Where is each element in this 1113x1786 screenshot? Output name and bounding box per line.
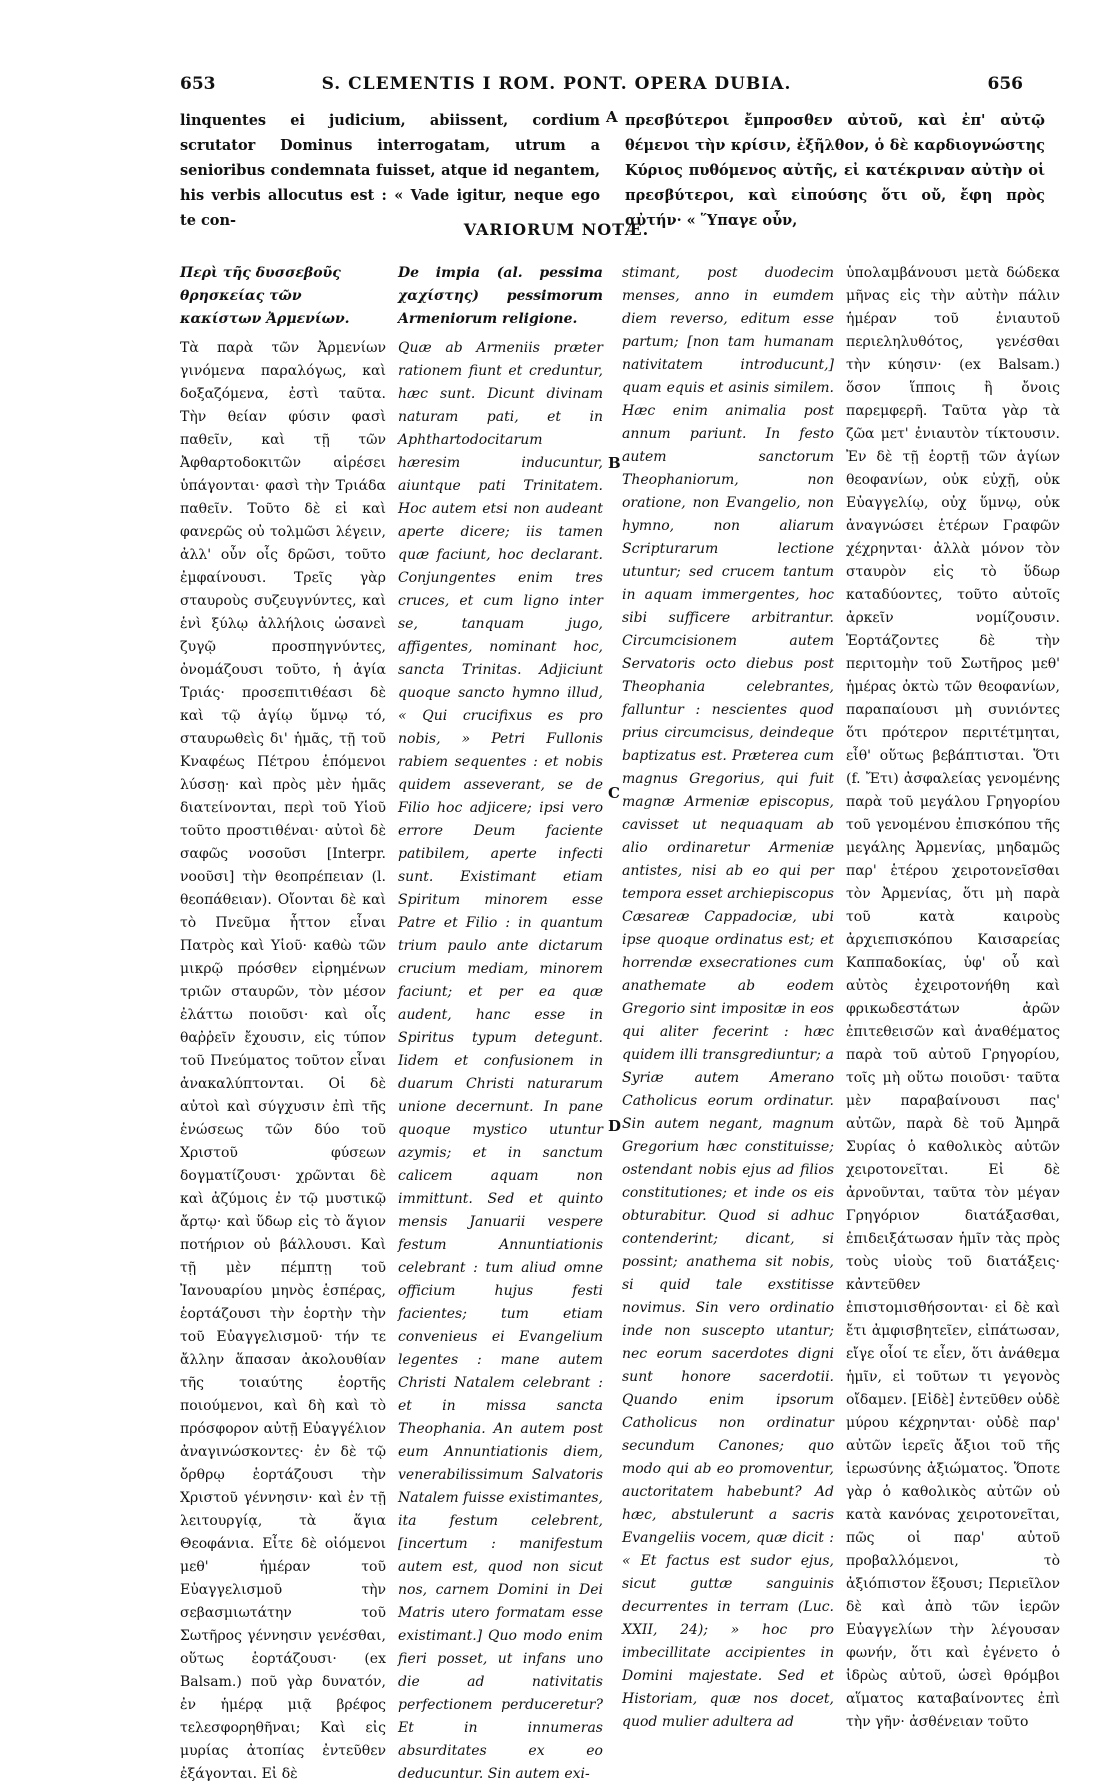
notes-column-greek-2 <box>846 262 1060 1730</box>
notes-column-greek-1 <box>180 262 386 1782</box>
main-text-block <box>180 108 1060 229</box>
note-text-latin-2: stimant, post duodecim menses, anno in eumdem diem reverso, editum esse partum; [non tam humanam nativitatem introducunt,] quam equis et asinis similem. Hæc enim animalia post annum pariunt. In festo autem sanctorum Theophaniorum, non oratione, non Evangelio, non hymno, non aliarum Scripturarum lectione utuntur; sed crucem tantum in aquam immergentes, hoc sibi sufficere arbitrantur. Circumcisionem autem Servatoris octo diebus post Theophania celebrantes, falluntur : nescientes quod prius circumcisus, deindeque baptizatus est. Præterea cum magnus Gregorius, qui fuit magnæ Armeniæ episcopus, cavisset ut nequaquam ab alio ordinaretur Armeniæ antistes, nisi ab eo qui per tempora esset archiepiscopus Cæsareæ Cappadociæ, ubi ipse quoque ordinatus est; et horrendæ exsecrationes cum anathemate ab eodem Gregorio sint impositæ in eos qui aliter fecerint : hæc quidem illi transgrediuntur; a Syriæ autem Amerano Catholicus eorum ordinatur. Sin autem negant, magnum Gregorium hæc constituisse; ostendant nobis ejus ad filios constitutiones; et inde os eis obturabitur. Quod si adhuc contenderint; dicant, si possint; anathema sit nobis, si quid tale exstitisse novimus. Sin vero ordinatio inde non suscepto utantur; nec eorum sacerdotes digni sunt honore sacerdotii. Quando enim ipsorum Catholicus non ordinatur secundum Canones; quo modo qui ab eo promoventur, auctoritatem habebunt? Ad hæc, abstulerunt a sacris Evangeliis vocem, quæ dicit : « Et factus est sudor ejus, sicut guttæ sanguinis decurrentes in terram (Luc. XXII, 24); » hoc pro imbecillitate accipientes in Domini majestate. Sed et Historiam, quæ nos docet, quod mulier adultera ad <box>622 265 834 1730</box>
page-number-right: 656 <box>987 74 1023 94</box>
note-text-greek-1: Τὰ παρὰ τῶν Ἀρμενίων γινόμενα παραλόγως, καὶ δοξαζόμενα, ἐστὶ ταῦτα. Τὴν θείαν φύσιν φασὶ παθεῖν, καὶ τῇ τῶν Ἀφθαρτοδοκιτῶν αἱρέσει ὑπάγονται· φασὶ τὴν Τριάδα παθεῖν. Τοῦτο δὲ εἰ καὶ φανερῶς οὐ τολμῶσι λέγειν, ἀλλ' οὖν οἷς δρῶσι, τοῦτο ἐμφαίνουσι. Τρεῖς γὰρ σταυροὺς συζευγνύντες, καὶ ἑνὶ ξύλῳ ἀλλήλοις ὡσανεὶ ζυγῷ προσπηγνύντες, ὀνομάζουσι τοῦτο, ἡ ἁγία Τριάς· προσεπιτιθέασι δὲ καὶ τῷ ἁγίῳ ὕμνῳ τό, σταυρωθεὶς δι' ἡμᾶς, τῇ τοῦ Κναφέως Πέτρου ἑπόμενοι λύσσῃ· καὶ πρὸς μὲν ἡμᾶς διατείνονται, περὶ τοῦ Υἱοῦ τοῦτο προστιθέναι· αὐτοὶ δὲ σαφῶς νοσοῦσι [Interpr. νοοῦσι] τὴν θεοπρέπειαν (l. θεοπάθειαν). Οἴονται δὲ καὶ τὸ Πνεῦμα ἧττον εἶναι Πατρὸς καὶ Υἱοῦ· καθὼ τῶν μικρῷ πρόσθεν εἰρημένων τριῶν σταυρῶν, τὸν μέσον ἐλάττω ποιοῦσι· καὶ οἷς θαῤῥεῖν ἔχουσιν, εἰς τύπον τοῦ Πνεύματος τοῦτον εἶναι ἀνακαλύπτονται. Οἱ δὲ αὐτοὶ καὶ σύγχυσιν ἐπὶ τῆς ἑνώσεως τῶν δύο τοῦ Χριστοῦ φύσεων δογματίζουσι· χρῶνται δὲ καὶ ἀζύμοις ἐν τῷ μυστικῷ ἄρτῳ· καὶ ὕδωρ εἰς τὸ ἅγιον ποτήριον οὐ βάλλουσι. Καὶ τῇ μὲν πέμπτῃ τοῦ Ἰανουαρίου μηνὸς ἑσπέρας, ἑορτάζουσι τὴν ἑορτὴν τὴν τοῦ Εὐαγγελισμοῦ· τήν τε ἄλλην ἅπασαν ἀκολουθίαν τῆς τοιαύτης ἑορτῆς ποιούμενοι, καὶ δὴ καὶ τὸ πρόσφορον αὐτῇ Εὐαγγέλιον ἀναγινώσκοντες· ἐν δὲ τῷ ὄρθρῳ ἑορτάζουσι τὴν Χριστοῦ γέννησιν· καὶ ἐν τῇ λειτουργίᾳ, τὰ ἅγια Θεοφάνια. Εἶτε δὲ οἰόμενοι μεθ' ἡμέραν τοῦ Εὐαγγελισμοῦ τὴν σεβασμιωτάτην τοῦ Σωτῆρος γέννησιν γενέσθαι, οὕτως ἑορτάζουσι· (ex Balsam.) ποῦ γὰρ δυνατόν, ἐν ἡμέρᾳ μιᾷ βρέφος τελεσφορηθῆναι; Καὶ εἰς μυρίας ἀτοπίας ἐντεῦθεν ἐξάγονται. Εἰ δὲ <box>180 340 386 1782</box>
main-text-latin: linquentes ei judicium, abiissent, cordium scrutator Dominus interrogatam, utrum a senioribus condemnata fuisset, atque id negantem, his verbis allocutus est : « Vade igitur, neque ego te con- <box>180 112 600 229</box>
note-heading-greek: Περὶ τῆς δυσσεβοῦς θρησκείας τῶν κακίστων Ἀρμενίων. <box>180 265 350 327</box>
note-text-greek-2: ὑπολαμβάνουσι μετὰ δώδεκα μῆνας εἰς τὴν αὐτὴν πάλιν ἡμέραν τοῦ ἐνιαυτοῦ περιεληλυθότος, γενέσθαι τὴν κύησιν· (ex Balsam.) ὅσον ἵπποις ἢ ὄνοις παρεμφερῆ. Ταῦτα γὰρ τὰ ζῶα μετ' ἐνιαυτὸν τίκτουσιν. Ἐν δὲ τῇ ἑορτῇ τῶν ἁγίων θεοφανίων, οὐκ εὐχῇ, οὐκ Εὐαγγελίῳ, οὐχ ὕμνῳ, οὐκ ἀναγνώσει ἑτέρων Γραφῶν χέχρηνται· ἀλλὰ μόνον τὸν σταυρὸν εἰς τὸ ὕδωρ καταδύοντες, τοῦτο αὐτοῖς ἀρκεῖν νομίζουσιν. Ἑορτάζοντες δὲ τὴν περιτομὴν τοῦ Σωτῆρος μεθ' ἡμέρας ὀκτὼ τῶν θεοφανίων, παραπαίουσι μὴ συνιόντες ὅτι πρότερον περιτέτμηται, εἶθ' οὕτως βεβάπτισται. Ὅτι (f. Ἔτι) ἀσφαλείας γενομένης παρὰ τοῦ μεγάλου Γρηγορίου τοῦ γενομένου ἐπισκόπου τῆς μεγάλης Ἀρμενίας, μηδαμῶς παρ' ἑτέρου χειροτονεῖσθαι τὸν Ἀρμενίας, ὅτι μὴ παρὰ τοῦ κατὰ καιροὺς ἀρχιεπισκόπου Καισαρείας Καππαδοκίας, ὑφ' οὗ καὶ αὐτὸς ἐχειροτονήθη καὶ φρικωδεστάτων ἀρῶν ἐπιτεθεισῶν καὶ ἀναθέματος παρὰ τοῦ αὐτοῦ Γρηγορίου, τοῖς μὴ οὕτω ποιοῦσι· ταῦτα μὲν παραβαίνουσι πας' αὐτῶν, παρὰ δὲ τοῦ Ἀμηρᾶ Συρίας ὁ καθολικὸς αὐτῶν χειροτονεῖται. Εἰ δὲ ἀρνοῦνται, ταῦτα τὸν μέγαν Γρηγόριον διατάξασθαι, ἐπιδειξάτωσαν ἡμῖν τὰς πρὸς τοὺς υἱοὺς τοῦ διατάξεις· κἀντεῦθεν ἐπιστομισθήσονται· εἰ δὲ καὶ ἔτι ἀμφισβητεῖεν, εἰπάτωσαν, εἴγε οἷοί τε εἶεν, ὅτι ἀνάθεμα ἡμῖν, εἰ τοῦτων τι γεγονὸς οἴδαμεν. [Εἰδὲ] ἐντεῦθεν οὐδὲ μύρου κέχρηνται· οὐδὲ παρ' αὐτῶν ἱερεῖς ἄξιοι τοῦ τῆς ἱερωσύνης ἀξιώματος. Ὅποτε γὰρ ὁ καθολικὸς αὐτῶν οὐ κατὰ κανόνας χειροτονεῖται, πῶς οἱ παρ' αὐτοῦ προβαλλόμενοι, τὸ ἀξιόπιστον ἕξουσι; Περιεῖλον δὲ καὶ ἀπὸ τῶν ἱερῶν Εὐαγγελίων τὴν λέγουσαν φωνήν, ὅτι καὶ ἐγένετο ὁ ἱδρὼς αὐτοῦ, ὡσεὶ θρόμβοι αἵματος καταβαίνοντες ἐπὶ τὴν γῆν· ἀσθένειαν τοῦτο <box>846 265 1060 1730</box>
margin-marker-a: A <box>606 108 618 126</box>
margin-marker-b: B <box>608 454 621 472</box>
note-text-latin-1: Quæ ab Armeniis præter rationem fiunt et creduntur, hæc sunt. Dicunt divinam naturam pati, et in Aphthartodocitarum hæresim inducuntur, aiuntque pati Trinitatem. Hoc autem etsi non audeant aperte dicere; iis tamen quæ faciunt, hoc declarant. Conjungentes enim tres cruces, et cum ligno inter se, tanquam jugo, affigentes, nominant hoc, sancta Trinitas. Adjiciunt quoque sancto hymno illud, « Qui crucifixus es pro nobis, » Petri Fullonis rabiem sequentes : et nobis quidem asseverant, se de Filio hoc adjicere; ipsi vero errore Deum faciente patibilem, aperte infecti sunt. Existimant etiam Spiritum minorem esse Patre et Filio : in quantum trium paulo ante dictarum crucium mediam, minorem faciunt; et per ea quæ audent, hanc esse in Spiritus typum detegunt. Iidem et confusionem in duarum Christi naturarum unione decernunt. In pane quoque mystico utuntur azymis; et in sanctum calicem aquam non immittunt. Sed et quinto mensis Januarii vespere festum Annuntiationis celebrant : tum aliud omne officium hujus festi facientes; tum etiam convenieus ei Evangelium legentes : mane autem Christi Natalem celebrant : et in missa sancta Theophania. An autem post eum Annuntiationis diem, venerabilissimum Salvatoris Natalem fuisse existimantes, ita festum celebrent, [incertum : manifestum autem est, quod non sicut nos, carnem Domini in Dei Matris utero formatam esse existimant.] Quo modo enim fieri posset, ut infans uno die ad nativitatis perfectionem perduceretur? Et in innumeras absurditates ex eo deducuntur. Sin autem exi- <box>398 340 603 1782</box>
notes-column-latin-2 <box>622 262 834 1730</box>
margin-marker-d: D <box>608 1117 622 1135</box>
notes-title: VARIORUM NOTÆ. <box>463 220 650 239</box>
page-number-left: 653 <box>180 74 216 94</box>
running-title: S. CLEMENTIS I ROM. PONT. OPERA DUBIA. <box>321 74 792 94</box>
notes-columns <box>180 262 1060 1782</box>
notes-column-latin-1 <box>398 262 603 1782</box>
page-header <box>60 74 1053 102</box>
note-heading-latin: De impia (al. pessima χαχίστης) pessimorum Armeniorum religione. <box>398 265 603 327</box>
main-text-greek: πρεσβύτεροι ἔμπροσθεν αὐτοῦ, καὶ ἐπ' αὐτῷ θέμενοι τὴν κρίσιν, ἐξῆλθον, ὁ δὲ καρδιογνώστης Κύριος πυθόμενος αὐτῆς, εἰ κατέκριναν αὐτὴν οἱ πρεσβύτεροι, καὶ εἰπούσης ὅτι οὔ, ἔφη πρὸς αὐτήν· « Ὕπαγε οὖν, <box>625 112 1045 229</box>
margin-marker-c: C <box>608 784 620 802</box>
